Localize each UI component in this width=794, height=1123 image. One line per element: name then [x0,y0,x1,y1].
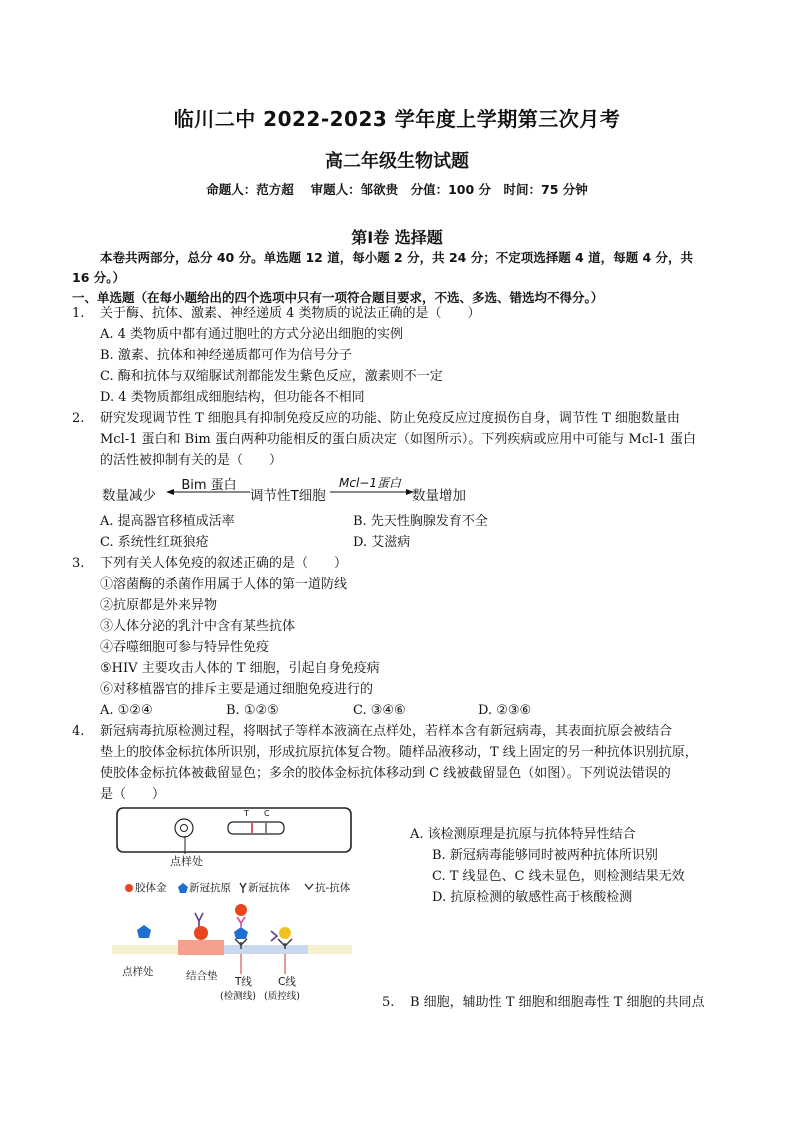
q1-option-c: C. 酶和抗体与双缩脲试剂都能发生紫色反应，激素则不一定 [100,369,443,384]
legend-antibody-label: 新冠抗体 [248,882,290,894]
q4-line2: 垫上的胶体金标抗体所识别，形成抗原抗体复合物。随样品液移动，T 线上固定的另一种抗体识别抗原， [100,745,698,760]
q4-option-c: C. T 线显色、C 线未显色，则检测结果无效 [432,869,685,884]
q4-option-a: A. 该检测原理是抗原与抗体特异性结合 [410,827,636,842]
q5-number: 5. [382,995,395,1010]
right-arrow-icon [328,488,416,500]
q2-line2: Mcl-1 蛋白和 Bim 蛋白两种功能相反的蛋白质决定（如图所示）。下列疾病或应用中可能与 Mcl-1 蛋白 [100,432,697,447]
q2-line3: 的活性被抑制有关的是（ ） [100,453,283,468]
left-arrow-icon [164,488,252,500]
diagram-decrease-label: 数量减少 [102,488,156,504]
q3-option-c: C. ③④⑥ [353,703,406,718]
exam-title: 临川二中 2022-2023 学年度上学期第三次月考 [173,107,621,131]
diagram-mcl-label: Mcl−1蛋白 [339,476,401,490]
c-line-note: (质控线) [264,991,300,1002]
anti-antibody-icon [304,882,314,894]
legend-gold-label: 胶体金 [135,882,167,894]
antigen-icon [178,883,188,893]
exam-meta: 命题人：范方超 审题人：邹欲贵 分值：100 分 时间：75 分钟 [206,182,588,197]
q3-statement-3: ③人体分泌的乳汁中含有某些抗体 [100,619,296,634]
exam-subtitle: 高二年级生物试题 [325,151,469,172]
q4-line4: 是（ ） [100,787,166,802]
q3-option-b: B. ①②⑤ [226,703,279,718]
q2-option-b: B. 先天性胸腺发育不全 [353,514,488,529]
q3-statement-1: ①溶菌酶的杀菌作用属于人体的第一道防线 [100,577,348,592]
q2-diagram [100,474,480,506]
diagram-increase-label: 数量增加 [412,488,466,504]
q4-option-d: D. 抗原检测的敏感性高于核酸检测 [432,890,633,905]
section-intro-line1: 本卷共两部分，总分 40 分。单选题 12 道，每小题 2 分，共 24 分；不定项选择题 4 道，每题 4 分，共 [100,250,694,265]
q3-statement-4: ④吞噬细胞可参与特异性免疫 [100,640,270,655]
q1-option-d: D. 4 类物质都组成细胞结构，但功能各不相同 [100,390,365,405]
figure-legend [110,880,370,896]
section-title: 第Ⅰ卷 选择题 [351,228,443,247]
q3-statement-5: ⑤HIV 主要攻击人体的 T 细胞，引起自身免疫病 [100,661,380,676]
test-cassette [116,806,352,854]
gold-particle-icon [124,883,134,893]
t-line-label: T线 [235,976,252,988]
cassette-sample-label: 点样处 [170,855,203,868]
q1-option-a: A. 4 类物质中都有通过胞吐的方式分泌出细胞的实例 [100,327,404,342]
legend-antigen-label: 新冠抗原 [189,882,231,894]
q3-statement-2: ②抗原都是外来异物 [100,598,218,613]
q3-number: 3. [72,556,85,571]
q2-option-d: D. 艾滋病 [353,535,411,550]
antibody-icon [238,882,248,894]
q4-number: 4. [72,724,85,739]
strip-pad-label: 结合垫 [186,970,218,982]
c-line-label: C线 [278,976,296,988]
q5-stem: B 细胞，辅助性 T 细胞和细胞毒性 T 细胞的共同点 [410,995,705,1010]
q4-line1: 新冠病毒抗原检测过程，将咽拭子等样本液滴在点样处，若样本含有新冠病毒，其表面抗原会被结合 [100,724,673,739]
cassette-t-label: T [244,809,249,818]
cassette-c-label: C [264,809,270,818]
strip-sample-label: 点样处 [122,966,154,978]
q2-option-c: C. 系统性红斑狼疮 [100,535,209,550]
q2-option-a: A. 提高器官移植成活率 [100,514,235,529]
legend-anti-label: 抗-抗体 [315,882,351,894]
q3-option-d: D. ②③⑥ [478,703,532,718]
q4-option-b: B. 新冠病毒能够同时被两种抗体所识别 [432,848,658,863]
q1-number: 1. [72,306,85,321]
q3-statement-6: ⑥对移植器官的排斥主要是通过细胞免疫进行的 [100,682,374,697]
q4-line3: 使胶体金标抗体被截留显色；多余的胶体金标抗体移动到 C 线被截留显色（如图）。下列说法错误的 [100,766,671,781]
q3-stem: 下列有关人体免疫的叙述正确的是（ ） [100,556,348,571]
q1-option-b: B. 激素、抗体和神经递质都可作为信号分子 [100,348,352,363]
diagram-treg-label: 调节性T细胞 [250,488,326,504]
q1-stem: 关于酶、抗体、激素、神经递质 4 类物质的说法正确的是（ ） [100,306,481,321]
q4-figure [110,806,370,1006]
diagram-bim-label: Bim 蛋白 [181,478,237,493]
q2-number: 2. [72,411,85,426]
t-line-note: (检测线) [220,991,256,1002]
part1-heading: 一、单选题（在每小题给出的四个选项中只有一项符合题目要求，不选、多选、错选均不得分。） [72,290,604,305]
section-intro-line2: 16 分。） [72,270,125,285]
q2-line1: 研究发现调节性 T 细胞具有抑制免疫反应的功能、防止免疫反应过度损伤自身，调节性 T 细胞数量由 [100,411,680,426]
q3-option-a: A. ①②④ [100,703,153,718]
